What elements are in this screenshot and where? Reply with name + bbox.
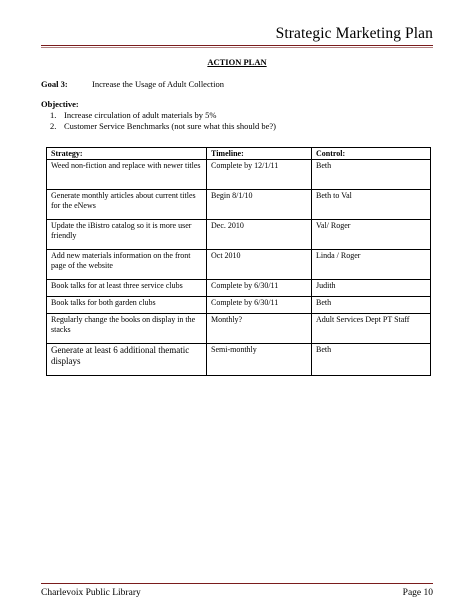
table-row — [47, 220, 431, 250]
table-row — [47, 344, 431, 376]
table-row — [47, 250, 431, 280]
control-cell: Beth — [312, 297, 431, 314]
control-cell: Val/ Roger — [312, 220, 431, 250]
timeline-cell: Complete by 12/1/11 — [207, 160, 312, 190]
objective-number: 2. — [50, 121, 57, 131]
table-header-row — [47, 148, 431, 160]
table-row — [47, 160, 431, 190]
timeline-cell: Monthly? — [207, 314, 312, 344]
document-title: Strategic Marketing Plan — [275, 25, 433, 42]
strategy-cell: Regularly change the books on display in the stacks — [47, 314, 207, 344]
table-row — [47, 297, 431, 314]
table-row — [47, 280, 431, 297]
goal-label: Goal 3: — [41, 79, 68, 89]
objective-label: Objective: — [41, 99, 79, 109]
table-row — [47, 190, 431, 220]
header-control: Control: — [312, 148, 431, 160]
table-row — [47, 314, 431, 344]
page-number: Page 10 — [402, 588, 433, 598]
control-cell: Judith — [312, 280, 431, 297]
footer-rule — [41, 583, 433, 584]
goal-text: Increase the Usage of Adult Collection — [92, 79, 224, 89]
objective-text: Increase circulation of adult materials by 5% — [64, 110, 217, 120]
header-timeline: Timeline: — [207, 148, 312, 160]
header-strategy: Strategy: — [47, 148, 207, 160]
objective-number: 1. — [50, 110, 57, 120]
section-title: ACTION PLAN — [207, 57, 267, 67]
control-cell: Beth — [312, 160, 431, 190]
timeline-cell: Complete by 6/30/11 — [207, 280, 312, 297]
timeline-cell: Oct 2010 — [207, 250, 312, 280]
strategy-cell: Weed non-fiction and replace with newer titles — [47, 160, 207, 190]
timeline-cell: Dec. 2010 — [207, 220, 312, 250]
action-plan-table — [46, 147, 431, 376]
timeline-cell: Semi-monthly — [207, 344, 312, 376]
timeline-cell: Complete by 6/30/11 — [207, 297, 312, 314]
header-rule — [41, 45, 433, 46]
strategy-cell: Update the iBistro catalog so it is more user friendly — [47, 220, 207, 250]
strategy-cell: Book talks for at least three service clubs — [47, 280, 207, 297]
control-cell: Linda / Roger — [312, 250, 431, 280]
strategy-cell: Add new materials information on the front page of the website — [47, 250, 207, 280]
strategy-cell: Book talks for both garden clubs — [47, 297, 207, 314]
objective-text: Customer Service Benchmarks (not sure what this should be?) — [64, 121, 276, 131]
control-cell: Beth to Val — [312, 190, 431, 220]
control-cell: Adult Services Dept PT Staff — [312, 314, 431, 344]
objective-item — [50, 121, 276, 131]
strategy-cell: Generate monthly articles about current titles for the eNews — [47, 190, 207, 220]
footer-organization: Charlevoix Public Library — [41, 588, 141, 598]
header-rule-secondary — [41, 47, 433, 48]
strategy-cell: Generate at least 6 additional thematic displays — [47, 344, 207, 376]
control-cell: Beth — [312, 344, 431, 376]
objective-item — [50, 110, 216, 120]
timeline-cell: Begin 8/1/10 — [207, 190, 312, 220]
